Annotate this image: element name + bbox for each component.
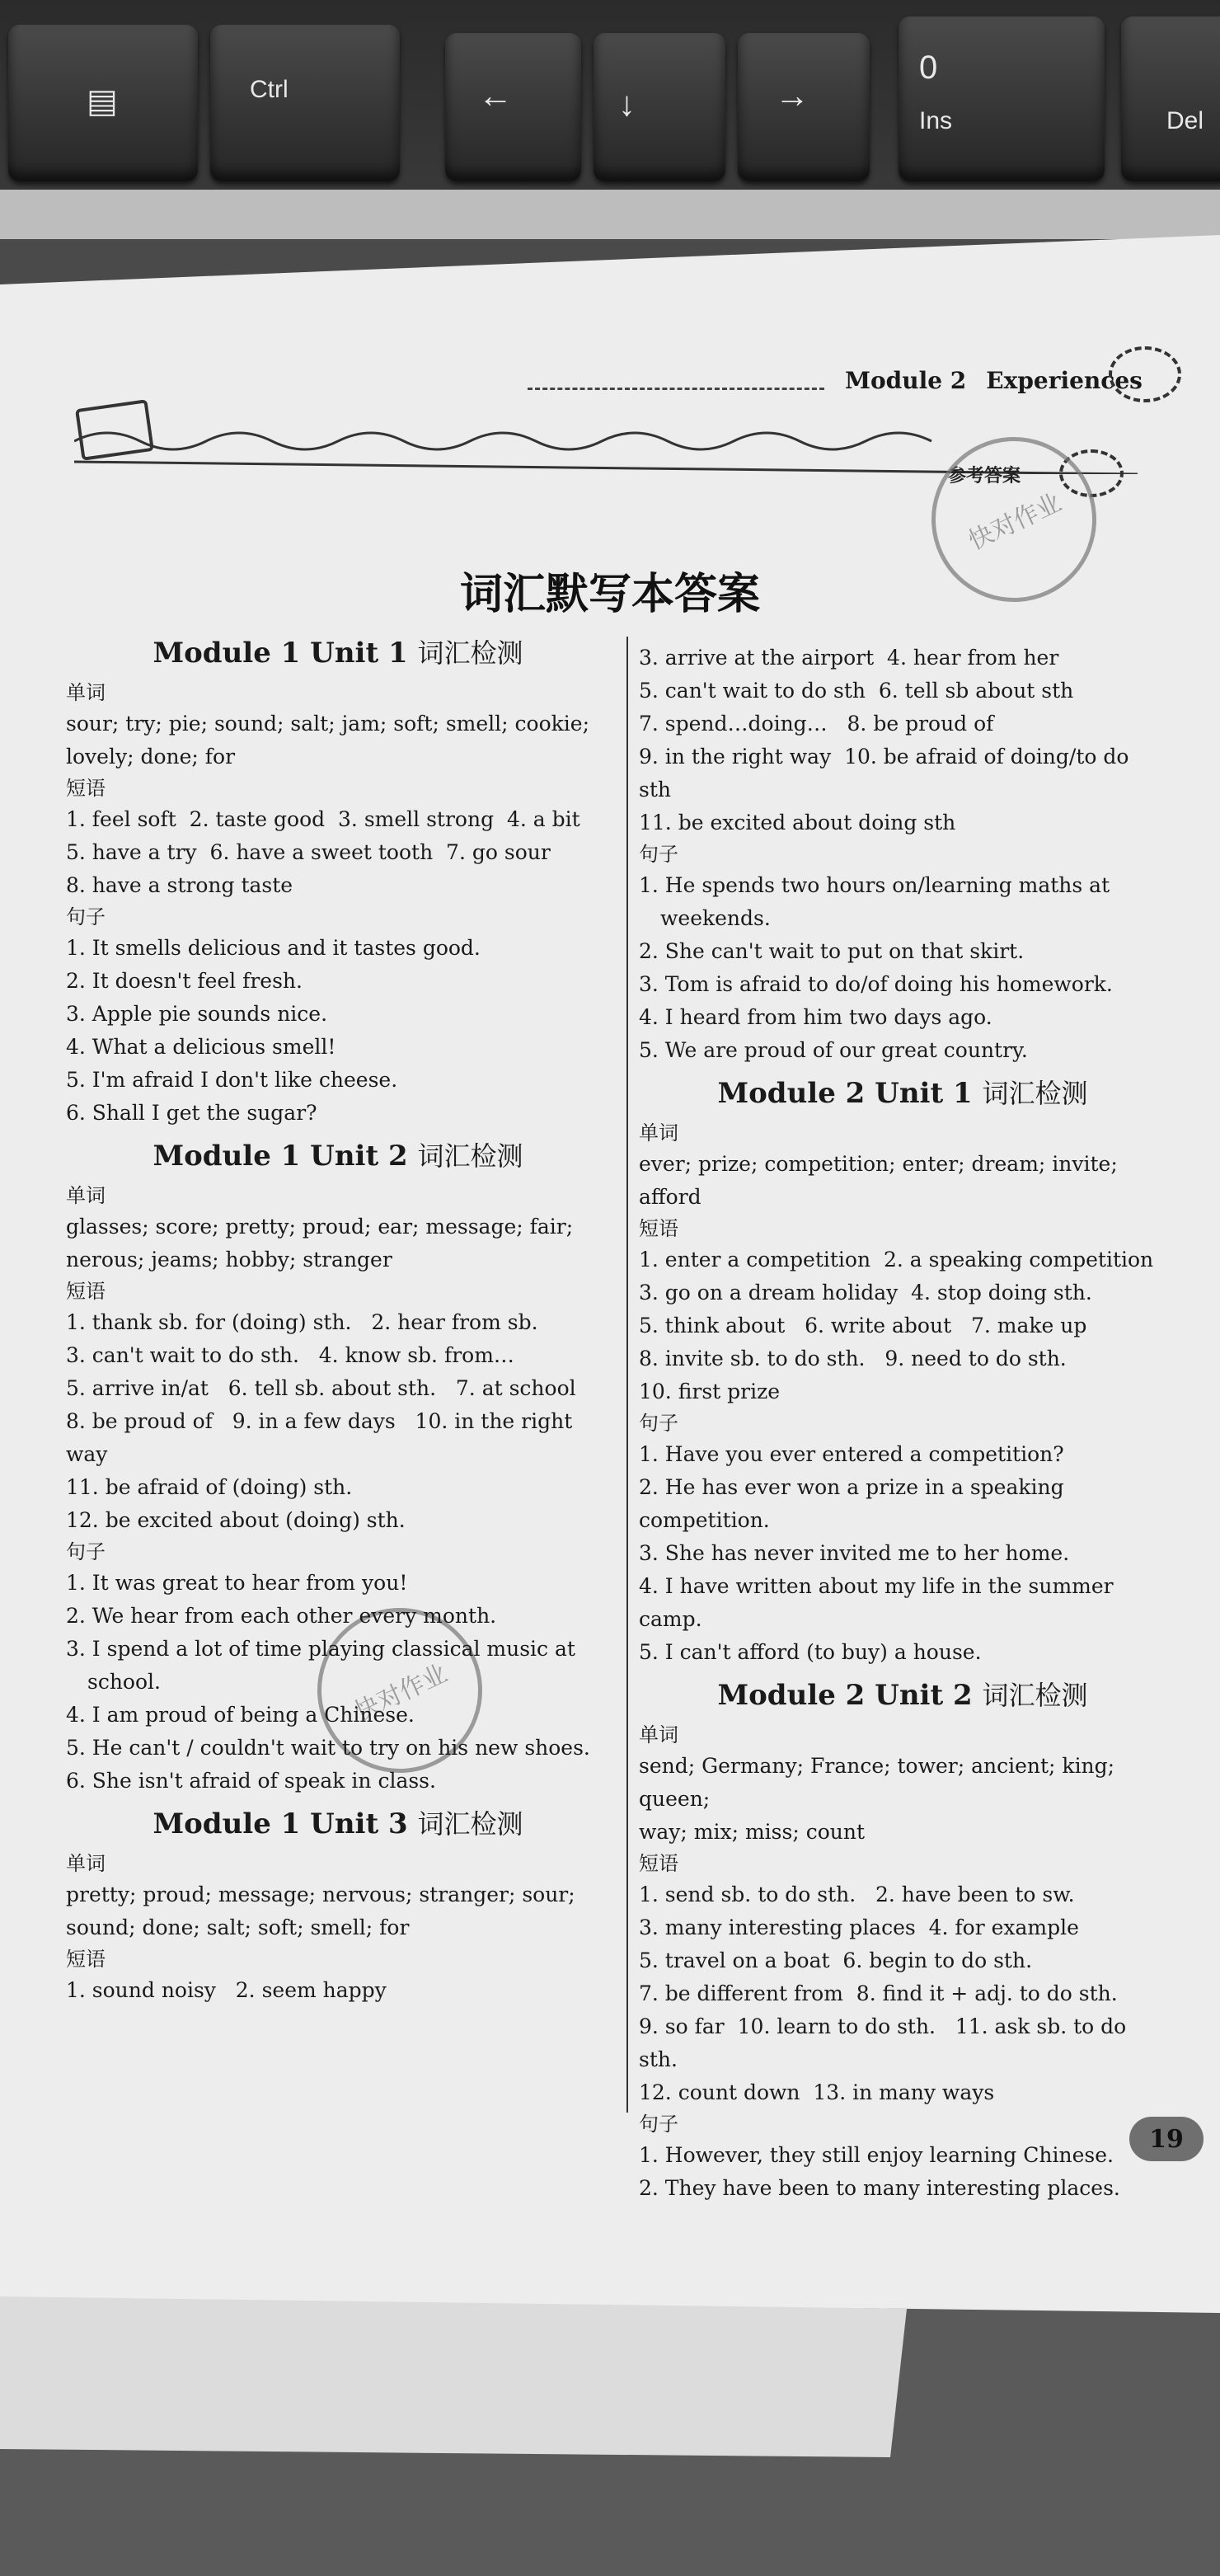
answer-line: 4. I have written about my life in the summer camp. bbox=[639, 1574, 1120, 1631]
book-logo-icon bbox=[75, 399, 154, 461]
menu-icon: ▤ bbox=[87, 83, 118, 120]
unit-heading-en: Module 2 Unit 1 bbox=[717, 1077, 983, 1110]
section-label: 句子 bbox=[66, 1540, 106, 1563]
answer-line: nerous; jeams; hobby; stranger bbox=[66, 1248, 392, 1272]
unit-heading-zh: 词汇检测 bbox=[982, 1680, 1088, 1711]
unit-heading bbox=[639, 1674, 1166, 1717]
answer-line: 2. We hear from each other every month. bbox=[66, 1604, 497, 1628]
down-arrow-key[interactable] bbox=[594, 33, 725, 181]
column-divider bbox=[626, 637, 628, 2113]
menu-key[interactable] bbox=[8, 25, 198, 181]
answer-line: ever; prize; competition; enter; dream; invite; afford bbox=[639, 1152, 1124, 1209]
answer-line: 8. be proud of 9. in a few days 10. in the right way bbox=[66, 1409, 580, 1466]
answer-line: 1. Have you ever entered a competition? bbox=[639, 1442, 1064, 1466]
answer-line: 1. thank sb. for (doing) sth. 2. hear from sb. bbox=[66, 1310, 538, 1334]
down-arrow-icon: ↓ bbox=[618, 84, 636, 123]
answer-line: 5. have a try 6. have a sweet tooth 7. go sour bbox=[66, 840, 551, 864]
answer-line: 4. I am proud of being a Chinese. bbox=[66, 1703, 415, 1727]
unit-heading-en: Module 1 Unit 3 bbox=[152, 1807, 418, 1840]
section-label: 短语 bbox=[66, 777, 106, 800]
answer-line: 5. arrive in/at 6. tell sb. about sth. 7. at school bbox=[66, 1376, 576, 1400]
ins-key-label: Ins bbox=[919, 107, 953, 134]
answer-line: 1. feel soft 2. taste good 3. smell strong 4. a bit bbox=[66, 807, 580, 831]
left-arrow-icon: ← bbox=[478, 76, 513, 115]
section-label: 短语 bbox=[639, 1852, 678, 1875]
unit-heading-zh: 词汇检测 bbox=[982, 1078, 1088, 1109]
right-arrow-key[interactable] bbox=[738, 33, 870, 181]
answer-line: 3. I spend a lot of time playing classical music at bbox=[66, 1637, 575, 1661]
answer-line: 5. We are proud of our great country. bbox=[639, 1038, 1028, 1062]
unit-heading-zh: 词汇检测 bbox=[417, 1808, 523, 1840]
answer-label: 参考答案 bbox=[948, 465, 1021, 487]
page-title: 词汇默写本答案 bbox=[459, 570, 760, 619]
answer-line: 6. Shall I get the sugar? bbox=[66, 1101, 317, 1125]
ins-key[interactable] bbox=[899, 16, 1105, 181]
answer-line: 8. have a strong taste bbox=[66, 873, 293, 897]
right-column bbox=[639, 642, 1166, 2205]
unit-heading bbox=[66, 632, 610, 675]
answer-line: 3. Apple pie sounds nice. bbox=[66, 1002, 328, 1026]
del-key[interactable] bbox=[1121, 16, 1220, 181]
answer-line: way; mix; miss; count bbox=[639, 1820, 865, 1844]
answer-line: 12. count down 13. in many ways bbox=[639, 2080, 995, 2104]
answer-line: weekends. bbox=[660, 906, 771, 930]
underlying-page bbox=[0, 2292, 907, 2457]
answer-line: 1. enter a competition 2. a speaking competition bbox=[639, 1248, 1154, 1272]
unit-heading-zh: 词汇检测 bbox=[417, 1140, 523, 1172]
unit-heading bbox=[639, 1072, 1166, 1115]
answer-line: 3. arrive at the airport 4. hear from her bbox=[639, 646, 1059, 670]
section-label: 句子 bbox=[66, 905, 106, 928]
stamp-top-text: 快对作业 bbox=[964, 487, 1067, 557]
answer-line: 12. be excited about (doing) sth. bbox=[66, 1508, 406, 1532]
section-label: 单词 bbox=[639, 1121, 678, 1145]
answer-line: 8. invite sb. to do sth. 9. need to do sth. bbox=[639, 1347, 1067, 1370]
answer-line: 5. travel on a boat 6. begin to do sth. bbox=[639, 1948, 1033, 1972]
answer-line: 5. I'm afraid I don't like cheese. bbox=[66, 1068, 398, 1092]
answer-line: 9. so far 10. learn to do sth. 11. ask sb. to do sth. bbox=[639, 2014, 1133, 2071]
answer-line: 11. be excited about doing sth bbox=[639, 811, 956, 834]
section-label: 单词 bbox=[66, 1852, 106, 1875]
answer-line: 3. go on a dream holiday 4. stop doing sth. bbox=[639, 1281, 1092, 1304]
section-label: 短语 bbox=[639, 1217, 678, 1240]
answer-line: 1. However, they still enjoy learning Chinese. bbox=[639, 2143, 1114, 2167]
unit-heading-zh: 词汇检测 bbox=[417, 637, 523, 669]
answer-line: pretty; proud; message; nervous; stranger; sour; bbox=[66, 1883, 575, 1906]
answer-line: 3. Tom is afraid to do/of doing his homework. bbox=[639, 972, 1113, 996]
unit-heading-en: Module 1 Unit 2 bbox=[152, 1140, 418, 1173]
answer-line: 2. He has ever won a prize in a speaking competition. bbox=[639, 1475, 1071, 1532]
answer-line: sour; try; pie; sound; salt; jam; soft; smell; cookie; bbox=[66, 712, 589, 736]
unit-heading bbox=[66, 1135, 610, 1178]
answer-line: 3. many interesting places 4. for example bbox=[639, 1916, 1079, 1939]
answer-line: school. bbox=[87, 1670, 161, 1694]
answer-line: 5. I can't afford (to buy) a house. bbox=[639, 1640, 982, 1664]
right-arrow-icon: → bbox=[775, 76, 809, 115]
answer-line: 1. It was great to hear from you! bbox=[66, 1571, 408, 1595]
ctrl-key-label: Ctrl bbox=[250, 76, 289, 103]
answer-line: 5. He can't / couldn't wait to try on his new shoes. bbox=[66, 1736, 590, 1760]
answer-line: send; Germany; France; tower; ancient; king; queen; bbox=[639, 1754, 1122, 1811]
answer-line: glasses; score; pretty; proud; ear; message; fair; bbox=[66, 1215, 574, 1239]
answer-line: sound; done; salt; soft; smell; for bbox=[66, 1916, 410, 1939]
section-label: 句子 bbox=[639, 1412, 678, 1435]
header-module: Module 2 bbox=[845, 367, 967, 394]
section-label: 单词 bbox=[66, 1184, 106, 1207]
keyboard bbox=[0, 0, 1220, 210]
answer-line: 3. She has never invited me to her home. bbox=[639, 1541, 1070, 1565]
answer-line: 2. They have been to many interesting places. bbox=[639, 2176, 1120, 2200]
answer-line: 4. What a delicious smell! bbox=[66, 1035, 336, 1059]
answer-line: 10. first prize bbox=[639, 1380, 781, 1403]
stamp-middle-text: 快对作业 bbox=[350, 1658, 453, 1728]
left-column bbox=[66, 627, 610, 2007]
left-arrow-key[interactable] bbox=[445, 33, 581, 181]
section-label: 短语 bbox=[66, 1280, 106, 1303]
answer-line: 1. He spends two hours on/learning maths at bbox=[639, 873, 1110, 897]
running-header bbox=[845, 367, 1143, 394]
answer-line: lovely; done; for bbox=[66, 745, 236, 769]
unit-heading bbox=[66, 1803, 610, 1845]
answer-line: 9. in the right way 10. be afraid of doing/to do sth bbox=[639, 745, 1136, 801]
answer-line: 1. sound noisy 2. seem happy bbox=[66, 1978, 387, 2002]
answer-line: 11. be afraid of (doing) sth. bbox=[66, 1475, 353, 1499]
answer-line: 1. It smells delicious and it tastes good. bbox=[66, 936, 481, 960]
page-number: 19 bbox=[1129, 2117, 1204, 2161]
section-label: 短语 bbox=[66, 1948, 106, 1971]
sun-icon bbox=[1109, 346, 1181, 402]
ins-key-zero: 0 bbox=[919, 49, 938, 86]
answer-line: 2. She can't wait to put on that skirt. bbox=[639, 939, 1025, 963]
header-wave-line bbox=[528, 388, 824, 390]
section-label: 单词 bbox=[639, 1723, 678, 1746]
answer-line: 5. think about 6. write about 7. make up bbox=[639, 1314, 1087, 1337]
unit-heading-en: Module 1 Unit 1 bbox=[152, 637, 418, 670]
answer-line: 4. I heard from him two days ago. bbox=[639, 1005, 992, 1029]
answer-line: 6. She isn't afraid of speak in class. bbox=[66, 1769, 436, 1793]
header-topic: Experiences bbox=[986, 367, 1143, 394]
answer-line: 1. send sb. to do sth. 2. have been to sw. bbox=[639, 1883, 1075, 1906]
answer-line: 2. It doesn't feel fresh. bbox=[66, 969, 303, 993]
answer-line: 5. can't wait to do sth 6. tell sb about sth bbox=[639, 679, 1074, 703]
unit-heading-en: Module 2 Unit 2 bbox=[717, 1679, 983, 1712]
ctrl-key[interactable] bbox=[210, 25, 400, 181]
answer-line: 7. be different from 8. find it + adj. to do sth. bbox=[639, 1981, 1118, 2005]
del-key-label: Del bbox=[1166, 107, 1204, 134]
section-label: 单词 bbox=[66, 681, 106, 704]
answer-line: 7. spend…doing… 8. be proud of bbox=[639, 712, 994, 736]
answer-line: 3. can't wait to do sth. 4. know sb. from… bbox=[66, 1343, 514, 1367]
section-label: 句子 bbox=[639, 843, 678, 866]
section-label: 句子 bbox=[639, 2113, 678, 2136]
desk-gap bbox=[0, 190, 1220, 239]
